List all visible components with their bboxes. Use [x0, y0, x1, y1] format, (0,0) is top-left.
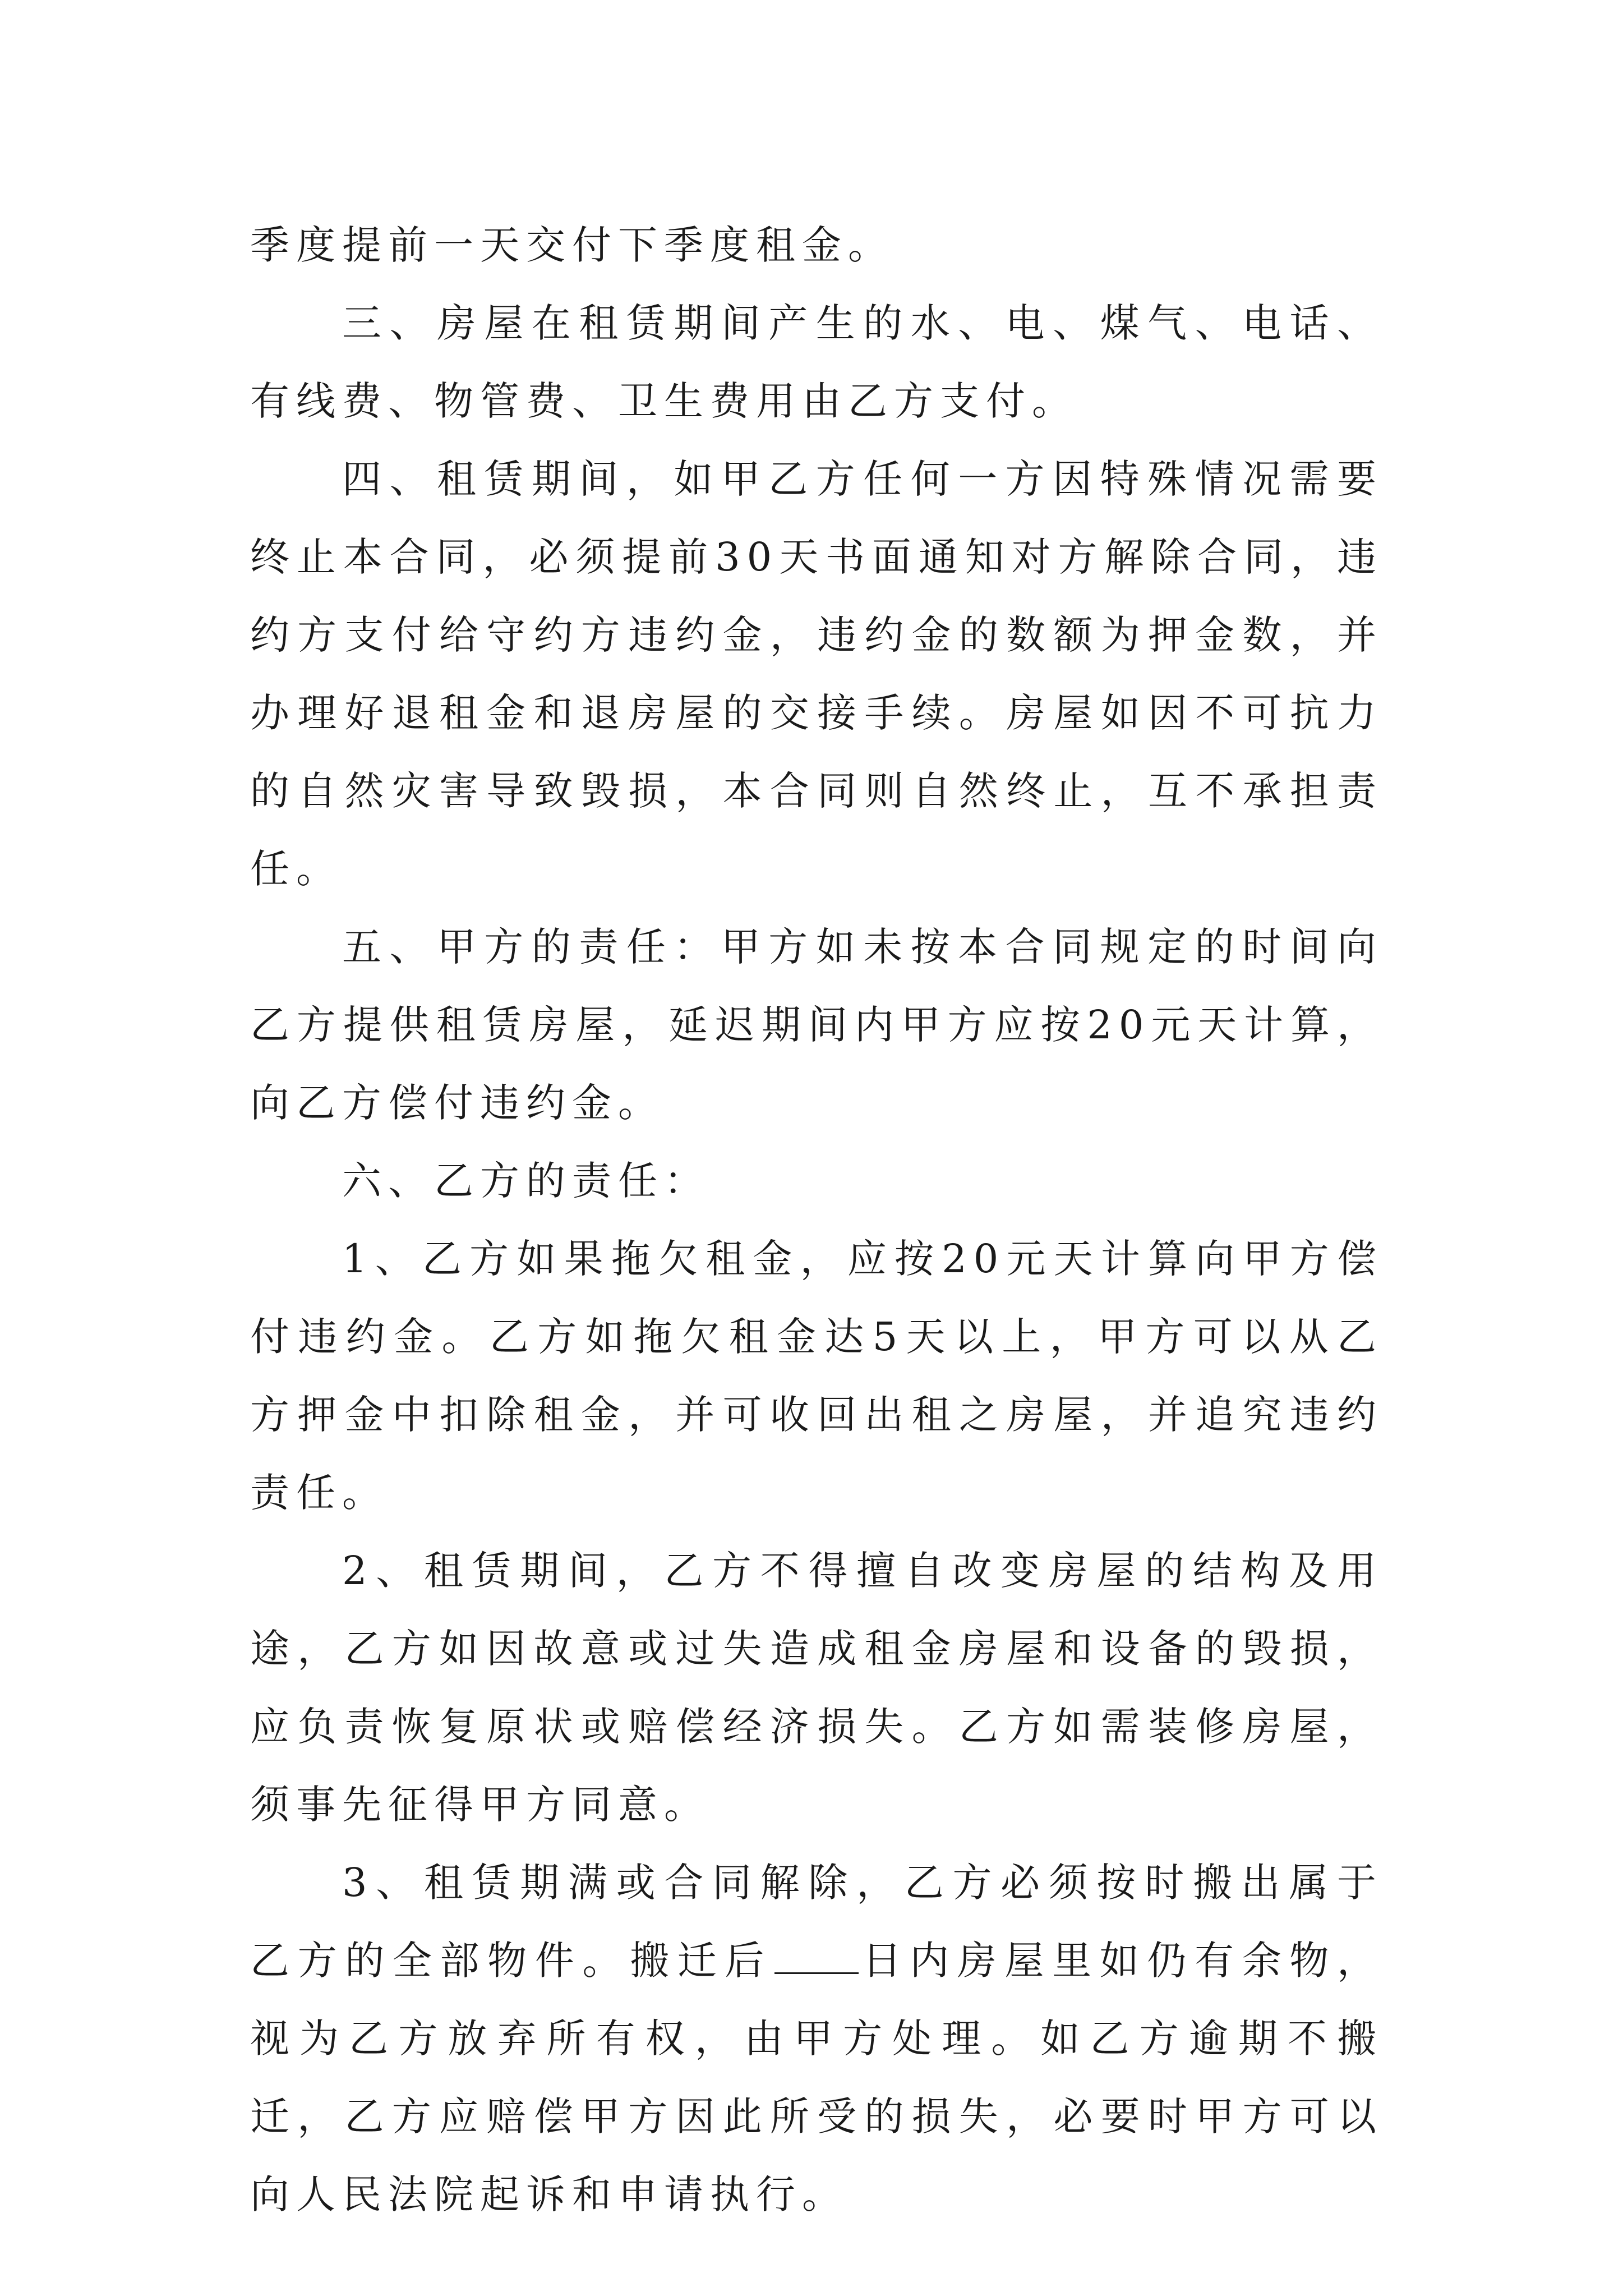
paragraph-continuation: 季度提前一天交付下季度租金。 [250, 222, 894, 268]
clause-text-after-blank: 日内房屋里如仍有余物，视为乙方放弃所有权，由甲方处理。如乙方逾期不搬迁，乙方应赔偿甲方因此所受的损失，必要时甲方可以向人民法院起诉和申请执行。 [250, 1938, 1383, 2217]
paragraph-clause-6-item-1: 1、乙方如果拖欠租金，应按20元天计算向甲方偿付违约金。乙方如拖欠租金达5天以上，甲方可以从乙方押金中扣除租金，并可收回出租之房屋，并追究违约责任。 [250, 1236, 1383, 1516]
fill-in-blank [774, 1939, 859, 1974]
paragraph-clause-6-item-2: 2、租赁期间，乙方不得擅自改变房屋的结构及用途，乙方如因故意或过失造成租金房屋和设备的毁损，应负责恢复原状或赔偿经济损失。乙方如需装修房屋，须事先征得甲方同意。 [250, 1548, 1383, 1828]
paragraph-clause-5: 五、甲方的责任：甲方如未按本合同规定的时间向乙方提供租赁房屋，延迟期间内甲方应按20元天计算，向乙方偿付违约金。 [250, 924, 1383, 1126]
clause-text-before-blank: 3、租赁期满或合同解除，乙方必须按时搬出属于乙方的全部物件。搬迁后 [250, 1860, 1383, 1984]
paragraph-clause-6-heading: 六、乙方的责任： [342, 1158, 710, 1204]
paragraph-clause-3: 三、房屋在租赁期间产生的水、电、煤气、电话、有线费、物管费、卫生费用由乙方支付。 [250, 300, 1383, 424]
paragraph-clause-6-item-3 [250, 1844, 1383, 2234]
paragraph-clause-4: 四、租赁期间，如甲乙方任何一方因特殊情况需要终止本合同，必须提前30天书面通知对方解除合同，违约方支付给守约方违约金，违约金的数额为押金数，并办理好退租金和退房屋的交接手续。房屋如因不可抗力的自然灾害导致毁损，本合同则自然终止，互不承担责任。 [250, 456, 1383, 892]
document-body [250, 206, 1383, 2234]
